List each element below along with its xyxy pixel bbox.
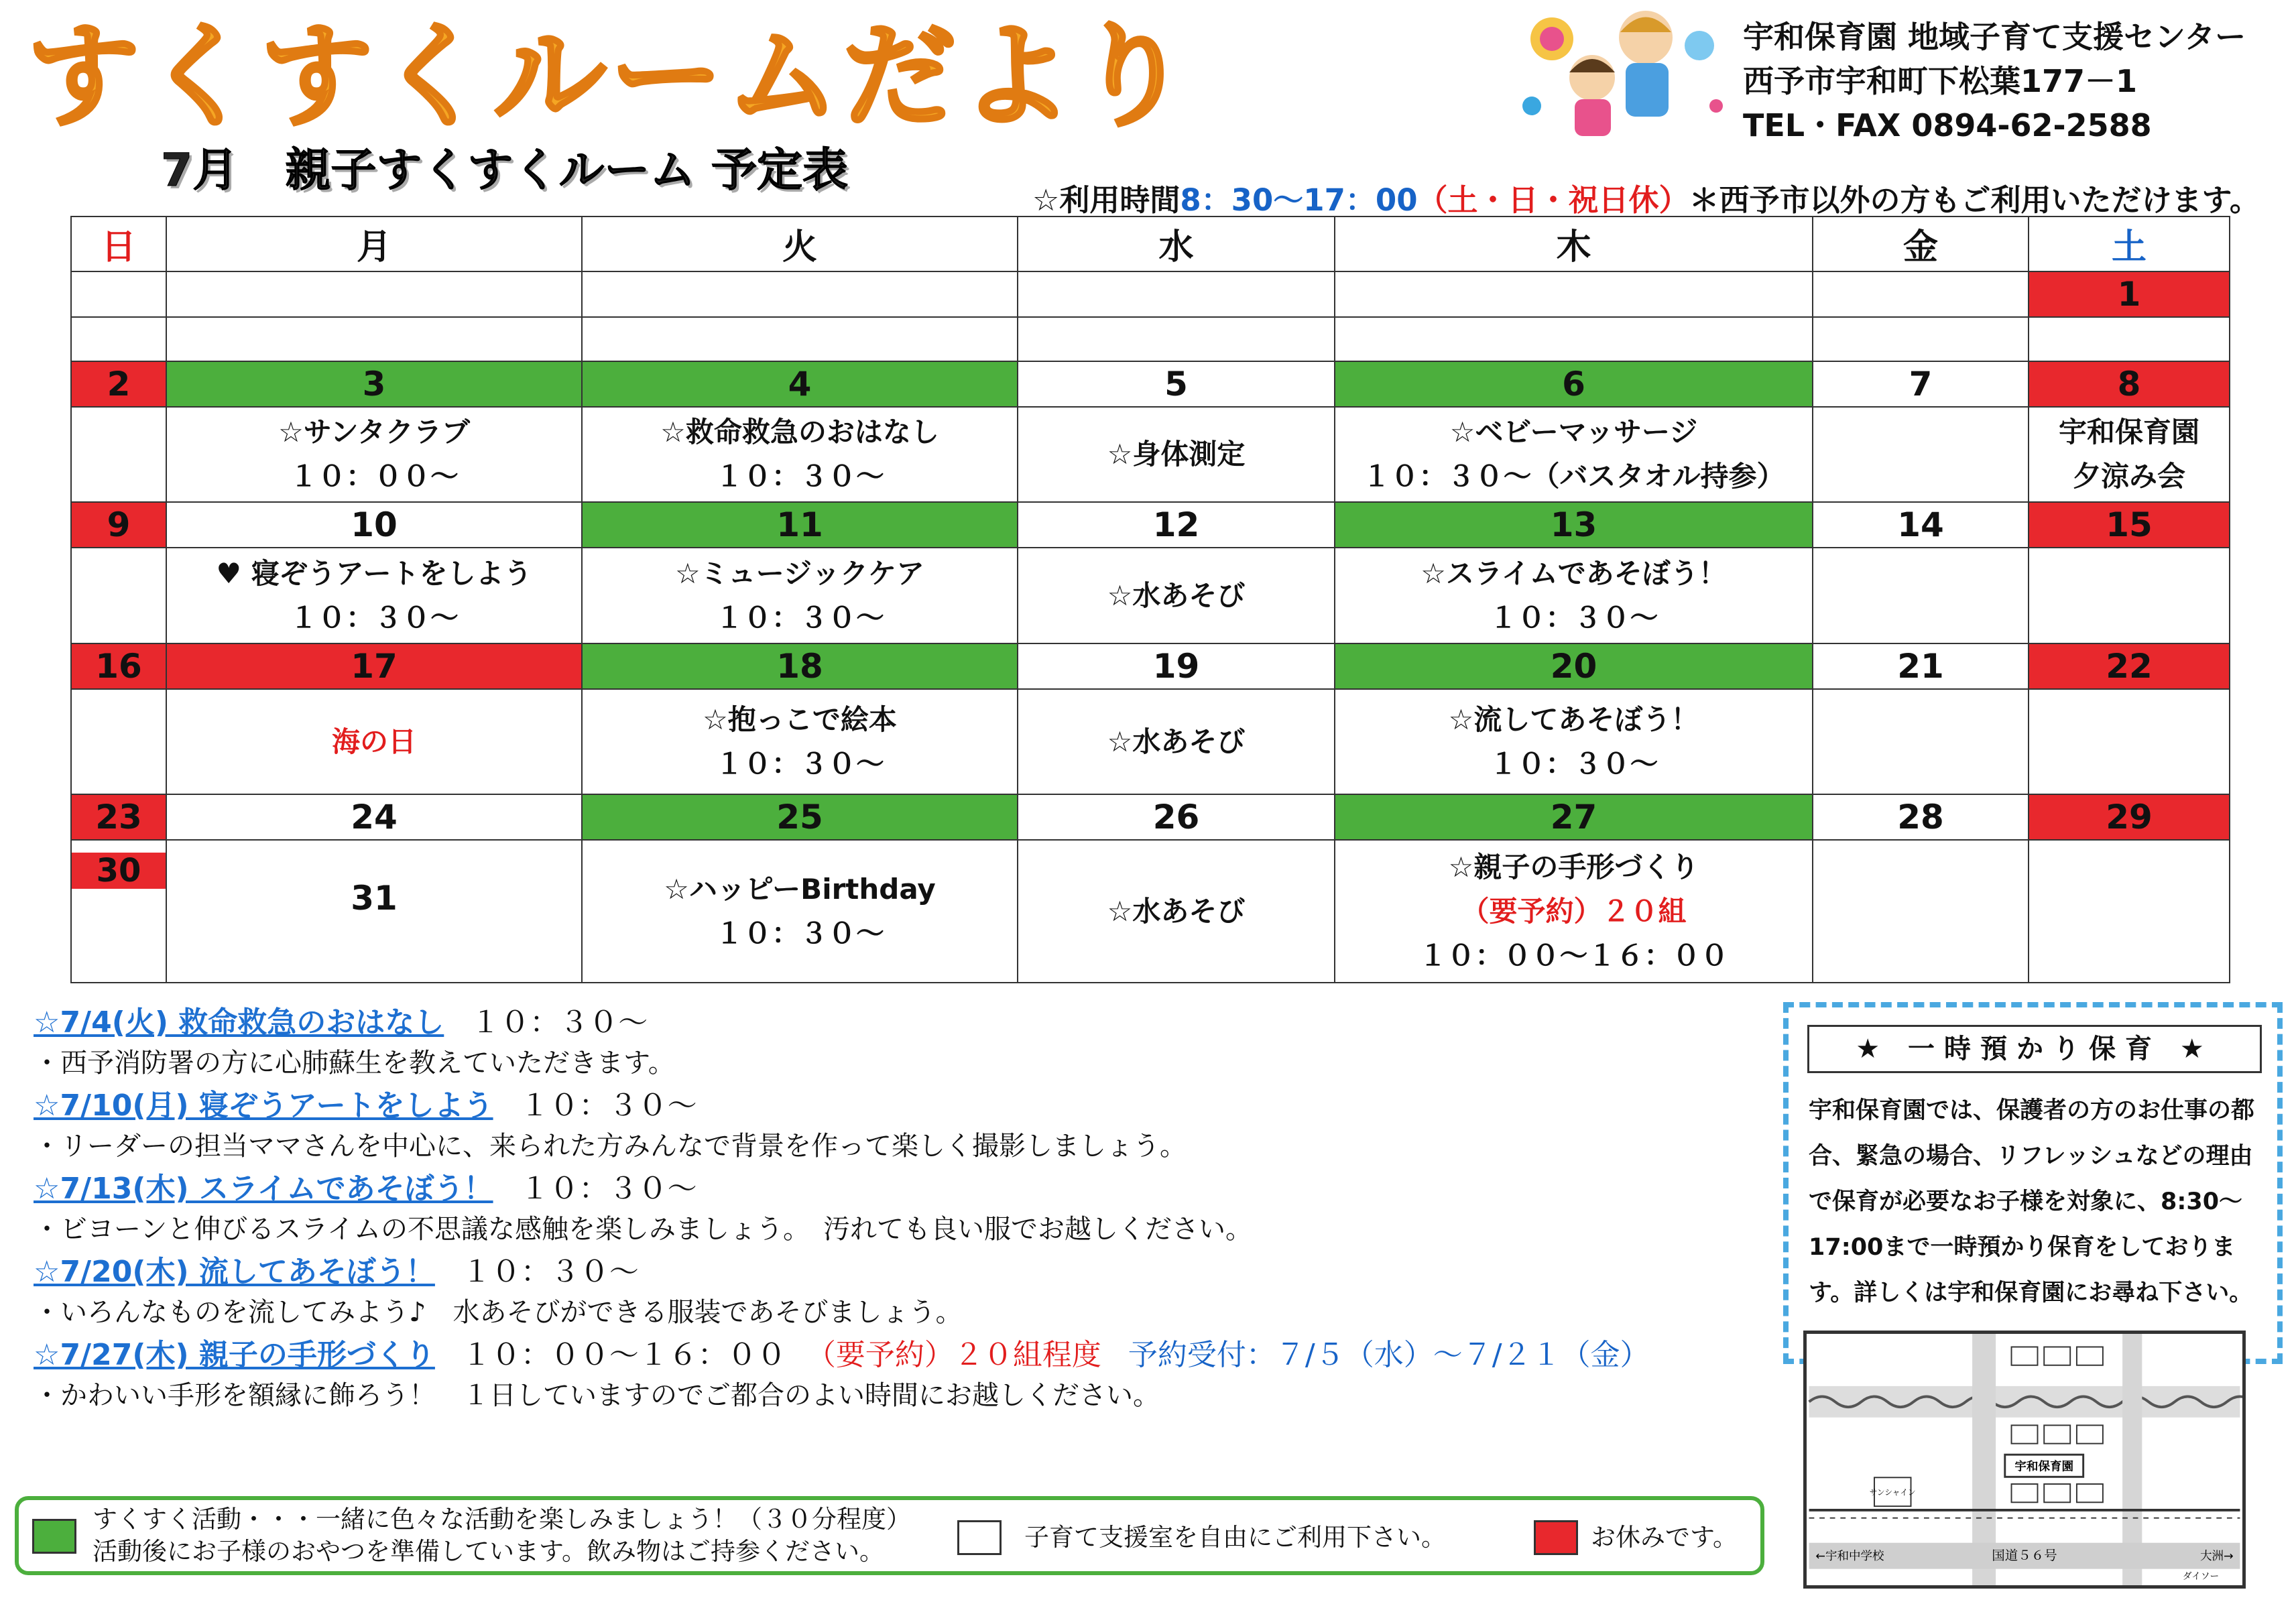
note-time: １０：３０～: [471, 1005, 648, 1040]
hours-label: ☆利用時間: [1032, 182, 1181, 218]
note-body: ・ビヨーンと伸びるスライムの不思議な感触を楽しみましょう。 汚れても良い服でお越しください。: [34, 1214, 1252, 1245]
note-label: ☆7/13(木) スライムであそぼう！: [34, 1172, 493, 1206]
organization-info: [1743, 15, 2246, 147]
legend-green-line2: 活動後にお子様のおやつを準備しています。飲み物はご持参ください。: [93, 1537, 885, 1566]
hours-time: 8：30～17：00: [1180, 182, 1418, 218]
note-label: ☆7/4(火) 救命救急のおはなし: [34, 1005, 444, 1040]
event-cell: [1335, 689, 1813, 794]
map-right-label: 大洲→: [2199, 1550, 2234, 1564]
legend-white-swatch: [957, 1520, 1002, 1555]
date-cell: 17: [166, 643, 582, 689]
date-cell: 1: [2029, 271, 2230, 317]
note-label: ☆7/20(木) 流してあそぼう！: [34, 1255, 435, 1289]
event-cell: [71, 317, 166, 361]
event-cell: [1813, 840, 2029, 983]
event-cell: [1018, 548, 1335, 643]
weekday-header: 火: [582, 217, 1018, 271]
date-cell: 11: [582, 502, 1018, 548]
event-cell: [582, 840, 1018, 983]
schedule-heading: [161, 134, 848, 199]
date-cell-31: 31: [351, 878, 398, 918]
date-cell: 2: [71, 361, 166, 407]
event-cell: [582, 317, 1018, 361]
event-line: ☆ベビーマッサージ: [1449, 416, 1698, 449]
event-line: ☆親子の手形づくり: [1448, 850, 1699, 883]
opening-hours: [1032, 176, 2260, 219]
event-line: １０：３０～: [715, 460, 884, 493]
date-cell: 20: [1335, 643, 1813, 689]
event-cell: [1813, 407, 2029, 502]
event-line: 海の日: [331, 725, 416, 758]
date-cell: 8: [2029, 361, 2230, 407]
weekday-header: 月: [166, 217, 582, 271]
event-cell: [2029, 317, 2230, 361]
event-line: ☆水あそび: [1107, 578, 1246, 612]
date-cell: 3: [166, 361, 582, 407]
note-time: １０：００～１６：００: [461, 1338, 786, 1372]
org-address: 西予市宇和町下松葉177－1: [1743, 63, 2138, 99]
temporary-care-title: ★ 一時預かり保育 ★: [1807, 1025, 2262, 1073]
weekday-header: 日: [71, 217, 166, 271]
note-body: ・リーダーの担当ママさんを中心に、来られた方みんなで背景を作って楽しく撮影しましょう。: [34, 1131, 1187, 1162]
event-line: ☆抱っこで絵本: [703, 702, 897, 736]
date-cell: 6: [1335, 361, 1813, 407]
event-line: ☆ミュージックケア: [675, 556, 924, 590]
date-cell: 24: [166, 794, 582, 840]
org-name: 宇和保育園 地域子育て支援センター: [1743, 19, 2246, 55]
event-cell: [71, 840, 166, 983]
date-cell: 9: [71, 502, 166, 548]
note-heading: [34, 1002, 1736, 1044]
schedule-title: 親子すくすくルーム 予定表: [285, 144, 849, 197]
date-cell: 22: [2029, 643, 2230, 689]
event-cell: [1335, 407, 1813, 502]
event-cell: [2029, 548, 2230, 643]
event-line: １０：３０～（バスタオル持参）: [1362, 460, 1785, 493]
event-cell: [582, 548, 1018, 643]
hours-note: ＊西予市以外の方もご利用いただけます。: [1689, 182, 2260, 218]
event-cell: [1335, 317, 1813, 361]
note-time: １０：３０～: [520, 1089, 697, 1123]
map-mid-label: サンシャイン: [1869, 1487, 1916, 1497]
weekday-header: 金: [1813, 217, 2029, 271]
event-cell: [2029, 407, 2230, 502]
map-road-label: 国道５６号: [1992, 1548, 2057, 1564]
note-body: ・いろんなものを流してみよう♪ 水あそびができる服装であそびましょう。: [34, 1297, 963, 1328]
map-left-label: ←宇和中学校: [1815, 1550, 1884, 1564]
event-line: ☆水あそび: [1107, 725, 1246, 758]
event-cell: [582, 689, 1018, 794]
event-cell: [1335, 548, 1813, 643]
event-cell: [1018, 840, 1335, 983]
legend-green-line1: すくすく活動・・・一緒に色々な活動を楽しみましょう！（３０分程度）: [93, 1505, 911, 1534]
date-cell: 23: [71, 794, 166, 840]
date-cell: [1335, 271, 1813, 317]
date-cell: 26: [1018, 794, 1335, 840]
event-line: ☆ハッピーBirthday: [664, 872, 936, 906]
event-line: 夕涼み会: [2072, 460, 2185, 493]
weekday-header: 土: [2029, 217, 2230, 271]
access-map: [1803, 1331, 2246, 1589]
map-shop-label: ダイソー: [2182, 1571, 2220, 1583]
note-label: ☆7/10(月) 寝ぞうアートをしよう: [34, 1089, 493, 1123]
date-cell: 12: [1018, 502, 1335, 548]
map-nursery-label: 宇和保育園: [2014, 1460, 2074, 1474]
date-cell: 18: [582, 643, 1018, 689]
legend-green-swatch: [32, 1519, 76, 1554]
event-line: １０：３０～: [715, 601, 884, 634]
event-line: １０：３０～: [715, 916, 884, 950]
date-cell: 4: [582, 361, 1018, 407]
event-line: ☆救命救急のおはなし: [660, 416, 939, 449]
note-body: ・かわいい手形を額縁に飾ろう！ １日していますのでご都合のよい時間にお越しください。: [34, 1380, 1160, 1411]
note-heading: [34, 1335, 1736, 1376]
date-cell: 14: [1813, 502, 2029, 548]
date-cell-30: 30: [72, 853, 166, 889]
event-cell: [71, 407, 166, 502]
legend: [15, 1496, 1764, 1575]
date-cell: 25: [582, 794, 1018, 840]
date-cell: [1813, 271, 2029, 317]
event-line: １０：３０～: [1489, 601, 1658, 634]
event-line: １０：００～１６：００: [1418, 938, 1729, 972]
event-cell: [1018, 317, 1335, 361]
event-cell: [2029, 840, 2230, 983]
event-cell: [71, 548, 166, 643]
month-label: 7月: [161, 144, 239, 197]
date-cell: 21: [1813, 643, 2029, 689]
note-heading: [34, 1168, 1736, 1210]
event-line: ♥ 寝ぞうアートをしよう: [216, 556, 532, 590]
date-cell: [582, 271, 1018, 317]
calendar-table: [70, 216, 2230, 983]
event-cell: [166, 840, 582, 983]
event-cell: [166, 548, 582, 643]
event-cell: [1813, 689, 2029, 794]
date-cell: 29: [2029, 794, 2230, 840]
event-notes: [34, 1002, 1736, 1418]
event-line: 宇和保育園: [2058, 416, 2199, 449]
event-line: （要予約）２０組: [1461, 894, 1687, 928]
date-cell: 7: [1813, 361, 2029, 407]
date-cell: 5: [1018, 361, 1335, 407]
legend-red-swatch: [1534, 1520, 1578, 1555]
event-line: ☆流してあそぼう！: [1448, 702, 1699, 736]
event-line: １０：３０～: [1489, 747, 1658, 780]
date-cell: 28: [1813, 794, 2029, 840]
date-cell: 19: [1018, 643, 1335, 689]
legend-white-label: 子育て支援室を自由にご利用下さい。: [1024, 1523, 1446, 1552]
event-line: １０：３０～: [289, 601, 459, 634]
event-line: ☆スライムであそぼう！: [1421, 556, 1727, 590]
weekday-header: 水: [1018, 217, 1335, 271]
date-cell: [1018, 271, 1335, 317]
event-line: １０：００～: [289, 460, 459, 493]
event-cell: [166, 317, 582, 361]
note-label: ☆7/27(木) 親子の手形づくり: [34, 1338, 435, 1372]
note-body: ・西予消防署の方に心肺蘇生を教えていただきます。: [34, 1048, 675, 1078]
note-heading: [34, 1085, 1736, 1127]
date-cell: 10: [166, 502, 582, 548]
hours-closed: （土・日・祝日休）: [1417, 182, 1689, 218]
event-cell: [1813, 317, 2029, 361]
temporary-care-box: [1783, 1002, 2283, 1364]
legend-red-label: お休みです。: [1591, 1523, 1738, 1552]
event-cell: [166, 407, 582, 502]
date-cell: [71, 271, 166, 317]
event-line: ☆身体測定: [1107, 438, 1246, 471]
date-cell: 15: [2029, 502, 2230, 548]
event-cell: [166, 689, 582, 794]
date-cell: 16: [71, 643, 166, 689]
event-cell: [2029, 689, 2230, 794]
date-cell: 27: [1335, 794, 1813, 840]
event-line: １０：３０～: [715, 747, 884, 780]
event-cell: [1018, 689, 1335, 794]
event-line: ☆サンタクラブ: [278, 416, 470, 449]
date-cell: 13: [1335, 502, 1813, 548]
event-cell: [71, 689, 166, 794]
event-cell: [1335, 840, 1813, 983]
event-line: ☆水あそび: [1107, 894, 1246, 928]
temporary-care-body: 宇和保育園では、保護者の方のお仕事の都合、緊急の場合、リフレッシュなどの理由で保育が必要なお子様を対象に、8:30～17:00まで一時預かり保育をしております。詳しくは宇和保育園にお尋ね下さい。: [1809, 1097, 2255, 1306]
children-illustration: [1518, 5, 1733, 139]
event-cell: [1018, 407, 1335, 502]
org-phone: TEL・FAX 0894-62-2588: [1743, 107, 2152, 143]
note-heading: [34, 1251, 1736, 1293]
note-time: １０：３０～: [520, 1172, 697, 1206]
event-cell: [1813, 548, 2029, 643]
date-cell: [166, 271, 582, 317]
note-reservation: （要予約）２０組程度: [806, 1338, 1101, 1372]
event-cell: [582, 407, 1018, 502]
weekday-header: 木: [1335, 217, 1813, 271]
note-booking-period: 予約受付：７/５（水）～７/２１（金）: [1128, 1338, 1650, 1372]
note-time: １０：３０～: [461, 1255, 639, 1289]
newsletter-title: すくすくルームだより: [27, 11, 1193, 142]
